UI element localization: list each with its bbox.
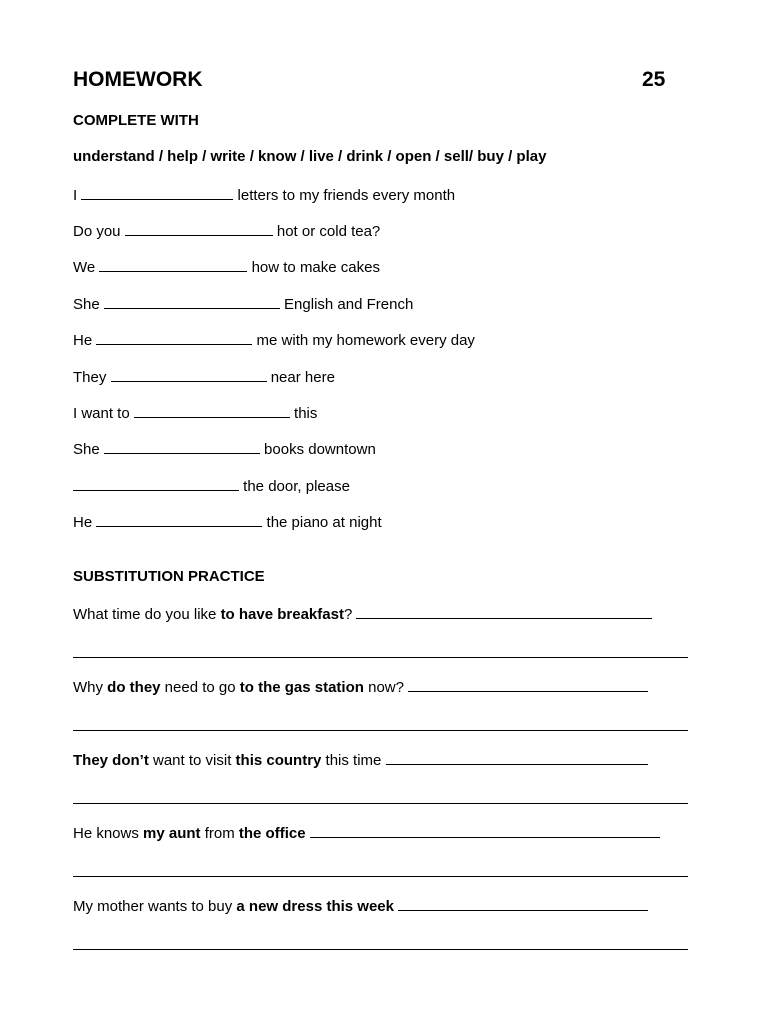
answer-line[interactable]: [73, 876, 688, 877]
exercise-sentence-4: She English and French: [73, 296, 414, 313]
answer-line[interactable]: [73, 730, 688, 731]
answer-line[interactable]: [73, 949, 688, 950]
answer-blank[interactable]: [134, 403, 290, 418]
section-heading-complete-with: COMPLETE WITH: [73, 112, 199, 129]
answer-blank[interactable]: [356, 604, 652, 619]
exercise-sentence-2: Do you hot or cold tea?: [73, 223, 381, 240]
answer-blank[interactable]: [104, 439, 260, 454]
answer-blank[interactable]: [111, 367, 267, 382]
exercise-sentence-6: They near here: [73, 369, 335, 386]
answer-blank[interactable]: [81, 185, 233, 200]
section-heading-substitution-practice: SUBSTITUTION PRACTICE: [73, 568, 265, 585]
answer-blank[interactable]: [386, 750, 648, 765]
word-bank: understand / help / write / know / live / drink / open / sell/ buy / play: [73, 148, 547, 165]
answer-line[interactable]: [73, 657, 688, 658]
exercise-sentence-10: He the piano at night: [73, 514, 382, 531]
exercise-sentence-3: We how to make cakes: [73, 259, 380, 276]
exercise-sentence-1: I letters to my friends every month: [73, 187, 456, 204]
answer-blank[interactable]: [398, 896, 648, 911]
exercise-sentence-7: I want to this: [73, 405, 318, 422]
exercise-sentence-5: He me with my homework every day: [73, 332, 475, 349]
answer-blank[interactable]: [104, 294, 280, 309]
substitution-prompt-2: Why do they need to go to the gas station now?: [73, 677, 648, 696]
answer-blank[interactable]: [408, 677, 648, 692]
answer-blank[interactable]: [125, 221, 273, 236]
substitution-prompt-5: My mother wants to buy a new dress this week: [73, 896, 648, 915]
answer-line[interactable]: [73, 803, 688, 804]
page-title: HOMEWORK: [73, 68, 203, 91]
exercise-sentence-9: the door, please: [73, 476, 350, 495]
exercise-sentence-8: She books downtown: [73, 441, 376, 458]
page-number: 25: [642, 68, 666, 91]
substitution-prompt-4: He knows my aunt from the office: [73, 823, 660, 842]
answer-blank[interactable]: [73, 476, 239, 491]
answer-blank[interactable]: [99, 257, 247, 272]
answer-blank[interactable]: [96, 512, 262, 527]
substitution-prompt-3: They don’t want to visit this country this time: [73, 750, 648, 769]
answer-blank[interactable]: [310, 823, 660, 838]
answer-blank[interactable]: [96, 330, 252, 345]
substitution-prompt-1: What time do you like to have breakfast?: [73, 604, 652, 623]
